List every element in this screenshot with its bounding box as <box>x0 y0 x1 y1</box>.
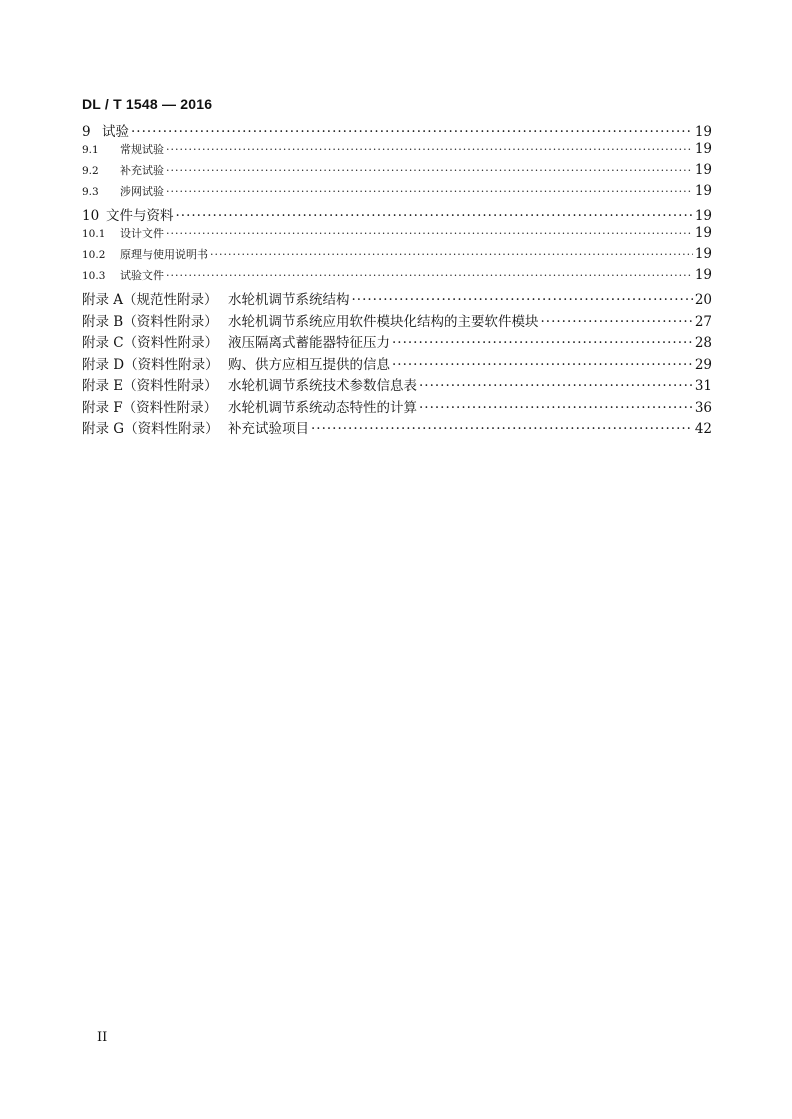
dot-leader <box>392 335 693 351</box>
toc-page: 19 <box>694 141 712 157</box>
dot-leader <box>166 227 693 240</box>
toc-number: 9 <box>82 124 91 140</box>
toc-title: 液压隔离式蓄能器特征压力 <box>228 335 390 351</box>
dot-leader <box>131 124 693 140</box>
dot-leader <box>541 314 693 330</box>
toc-number: 附录 E（资料性附录） <box>82 378 218 394</box>
toc-title: 试验文件 <box>120 269 164 282</box>
toc-entry-appendix-d[interactable] <box>82 353 712 375</box>
toc-title: 文件与资料 <box>106 208 174 224</box>
toc-number: 10.1 <box>82 228 106 240</box>
dot-leader <box>166 164 693 177</box>
page-number: II <box>97 1030 108 1045</box>
toc-number: 9.1 <box>82 144 99 156</box>
toc-entry-10-3[interactable] <box>82 267 712 288</box>
table-of-contents <box>82 120 712 439</box>
toc-page: 31 <box>694 378 712 394</box>
toc-entry-9-2[interactable] <box>82 162 712 183</box>
document-code: DL / T 1548 — 2016 <box>82 96 213 112</box>
toc-entry-appendix-g[interactable] <box>82 417 712 439</box>
toc-page: 19 <box>694 208 712 224</box>
toc-page: 42 <box>694 421 712 437</box>
toc-number: 附录 F（资料性附录） <box>82 399 218 416</box>
toc-page: 29 <box>694 356 712 373</box>
toc-page: 19 <box>694 225 712 241</box>
toc-entry-9[interactable] <box>82 120 712 141</box>
toc-number: 附录 G（资料性附录） <box>82 421 219 437</box>
toc-page: 19 <box>694 246 712 262</box>
toc-title: 试验 <box>102 124 129 140</box>
toc-title: 水轮机调节系统结构 <box>228 292 350 308</box>
toc-entry-appendix-e[interactable] <box>82 374 712 396</box>
toc-entry-10[interactable] <box>82 204 712 225</box>
toc-entry-10-2[interactable] <box>82 246 712 267</box>
toc-entry-9-3[interactable] <box>82 183 712 204</box>
toc-title: 补充试验 <box>120 164 164 177</box>
toc-entry-9-1[interactable] <box>82 141 712 162</box>
toc-title: 设计文件 <box>120 227 164 240</box>
toc-page: 36 <box>694 399 712 416</box>
toc-page: 20 <box>694 292 712 308</box>
dot-leader <box>419 378 693 394</box>
toc-title: 补充试验项目 <box>228 421 309 437</box>
toc-number: 10 <box>82 208 100 224</box>
dot-leader <box>166 185 693 198</box>
toc-number: 9.3 <box>82 186 99 198</box>
toc-page: 19 <box>694 267 712 283</box>
dot-leader <box>311 421 693 437</box>
toc-number: 附录 A（规范性附录） <box>82 292 218 308</box>
dot-leader <box>210 248 693 261</box>
toc-title: 水轮机调节系统动态特性的计算 <box>228 399 417 416</box>
toc-number: 附录 B（资料性附录） <box>82 313 218 330</box>
toc-page: 28 <box>694 335 712 351</box>
toc-page: 19 <box>694 124 712 140</box>
toc-entry-10-1[interactable] <box>82 225 712 246</box>
toc-page: 19 <box>694 162 712 178</box>
toc-number: 附录 D（资料性附录） <box>82 356 219 373</box>
dot-leader <box>166 269 693 282</box>
toc-title: 原理与使用说明书 <box>120 248 208 261</box>
toc-title: 涉网试验 <box>120 185 164 198</box>
dot-leader <box>352 292 693 308</box>
dot-leader <box>166 143 693 156</box>
toc-number: 10.3 <box>82 270 106 282</box>
toc-entry-appendix-a[interactable] <box>82 288 712 310</box>
toc-number: 附录 C（资料性附录） <box>82 335 219 351</box>
toc-title: 常规试验 <box>120 143 164 156</box>
toc-entry-appendix-b[interactable] <box>82 310 712 332</box>
toc-entry-appendix-c[interactable] <box>82 331 712 353</box>
toc-page: 19 <box>694 183 712 199</box>
toc-title: 购、供方应相互提供的信息 <box>228 356 390 373</box>
toc-page: 27 <box>694 313 712 330</box>
toc-number: 9.2 <box>82 165 99 177</box>
toc-title: 水轮机调节系统应用软件模块化结构的主要软件模块 <box>228 313 539 330</box>
dot-leader <box>419 400 693 416</box>
toc-title: 水轮机调节系统技术参数信息表 <box>228 378 417 394</box>
dot-leader <box>176 208 693 224</box>
toc-entry-appendix-f[interactable] <box>82 396 712 418</box>
dot-leader <box>392 357 693 373</box>
toc-number: 10.2 <box>82 249 106 261</box>
